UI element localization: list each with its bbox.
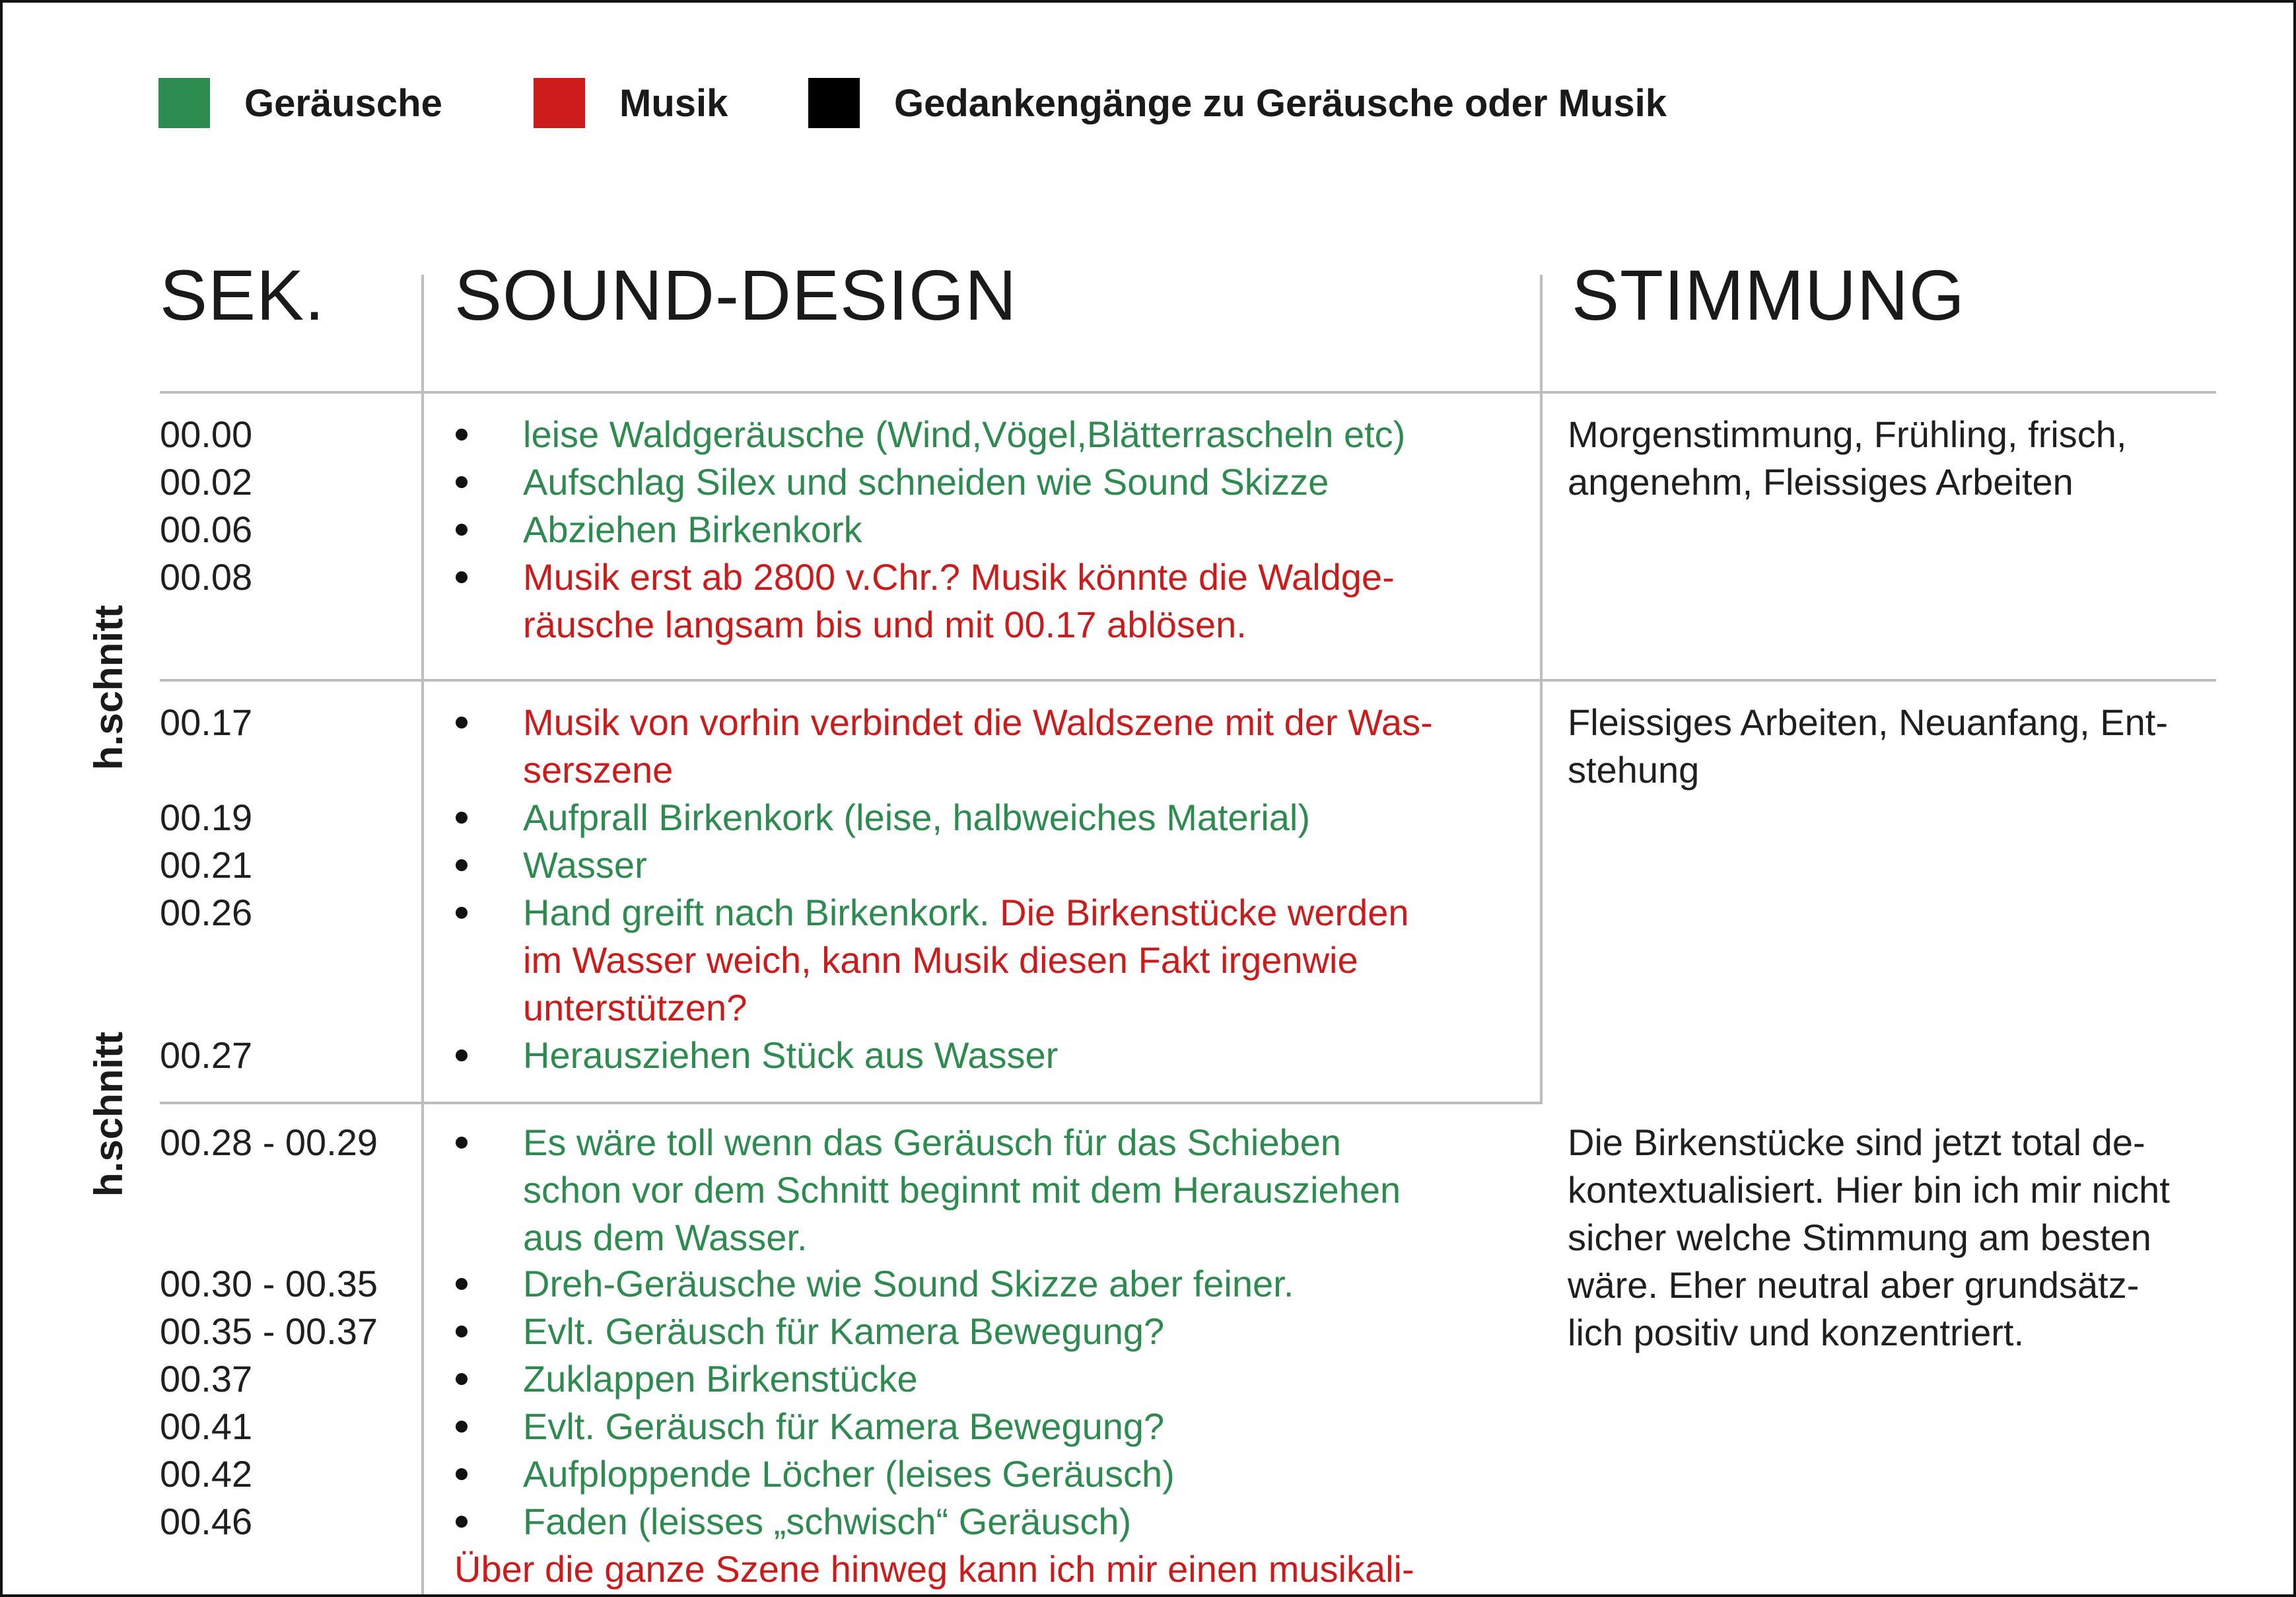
bullet — [456, 812, 468, 824]
timestamp: 00.28 - 00.29 — [160, 1121, 378, 1163]
music-item: Musik erst ab 2800 v.Chr.? Musik könnte die Waldge- — [523, 556, 1395, 598]
legend-swatch-red — [534, 78, 585, 128]
sound-item: Aufschlag Silex und schneiden wie Sound Skizze — [523, 461, 1329, 503]
mood-text: Die Birkenstücke sind jetzt total de- — [1568, 1121, 2145, 1163]
sound-item: Dreh-Geräusche wie Sound Skizze aber feiner. — [523, 1263, 1294, 1304]
sound-item: Aufploppende Löcher (leises Geräusch) — [523, 1453, 1175, 1495]
timestamp: 00.35 - 00.37 — [160, 1310, 378, 1352]
bullet — [456, 1373, 468, 1385]
timestamp: 00.46 — [160, 1501, 253, 1542]
sound-item: Evlt. Geräusch für Kamera Bewegung? — [523, 1310, 1165, 1352]
sound-item: Wasser — [523, 844, 647, 886]
divider-row-2 — [160, 1102, 1543, 1104]
bullet — [456, 717, 468, 728]
bullet — [456, 1468, 468, 1480]
mood-text: Fleissiges Arbeiten, Neuanfang, Ent- — [1568, 701, 2168, 743]
bullet — [456, 1049, 468, 1061]
legend-swatch-black — [808, 78, 860, 128]
timestamp: 00.00 — [160, 413, 253, 455]
divider-header — [160, 391, 2216, 394]
bullet — [456, 1326, 468, 1337]
mood-text: sicher welche Stimmung am besten — [1568, 1217, 2151, 1258]
legend-label: Geräusche — [244, 81, 442, 125]
sound-item: Zuklappen Birkenstücke — [523, 1358, 918, 1400]
timestamp: 00.30 - 00.35 — [160, 1263, 378, 1304]
timestamp: 00.37 — [160, 1358, 253, 1400]
timestamp: 00.41 — [160, 1405, 253, 1447]
mood-text: stehung — [1568, 749, 1700, 791]
legend-item-geraeusche — [158, 78, 442, 128]
music-item: im Wasser weich, kann Musik diesen Fakt irgenwie — [523, 939, 1358, 981]
music-item: räusche langsam bis und mit 00.17 ablösen. — [523, 604, 1247, 645]
bullet — [456, 476, 468, 488]
legend-swatch-green — [158, 78, 210, 128]
bullet — [456, 1421, 468, 1433]
mood-text: wäre. Eher neutral aber grundsätz- — [1568, 1264, 2139, 1306]
sound-item: Evlt. Geräusch für Kamera Bewegung? — [523, 1405, 1165, 1447]
music-item: Über die ganze Szene hinweg kann ich mir einen musikali- — [454, 1548, 1414, 1590]
bullet — [456, 907, 468, 919]
bullet — [456, 1278, 468, 1290]
timestamp: 00.26 — [160, 892, 253, 933]
header-stimmung: STIMMUNG — [1572, 255, 1965, 335]
sound-item: schon vor dem Schnitt beginnt mit dem Herausziehen — [523, 1169, 1401, 1211]
header-sound-design: SOUND-DESIGN — [454, 255, 1018, 335]
bullet — [456, 1137, 468, 1149]
sound-item: Aufprall Birkenkork (leise, halbweiches Material) — [523, 797, 1311, 838]
legend-item-musik — [534, 78, 728, 128]
mood-text: angenehm, Fleissiges Arbeiten — [1568, 461, 2073, 503]
legend-label: Gedankengänge zu Geräusche oder Musik — [894, 81, 1667, 125]
sound-item: Hand greift nach Birkenkork. — [523, 892, 990, 933]
music-item: Die Birkenstücke werden — [1000, 892, 1409, 933]
sound-item: Faden (leisses „schwisch“ Geräusch) — [523, 1501, 1132, 1542]
timestamp: 00.19 — [160, 797, 253, 838]
timestamp: 00.42 — [160, 1453, 253, 1495]
legend-label: Musik — [619, 81, 728, 125]
sound-item: aus dem Wasser. — [523, 1217, 808, 1258]
sound-item: Es wäre toll wenn das Geräusch für das Schieben — [523, 1121, 1341, 1163]
sound-item: leise Waldgeräusche (Wind,Vögel,Blätterrascheln etc) — [523, 413, 1406, 455]
timestamp: 00.02 — [160, 461, 253, 503]
mood-text: kontextualisiert. Hier bin ich mir nicht — [1568, 1169, 2170, 1211]
side-label-h-schnitt: h.schnitt — [87, 605, 131, 770]
bullet — [456, 571, 468, 583]
bullet — [456, 1516, 468, 1528]
music-item: Musik von vorhin verbindet die Waldszene mit der Was- — [523, 701, 1433, 743]
timestamp: 00.08 — [160, 556, 253, 598]
mood-text: lich positiv und konzentriert. — [1568, 1312, 2025, 1353]
bullet — [456, 524, 468, 536]
legend-item-gedanken — [808, 78, 1667, 128]
timestamp: 00.27 — [160, 1034, 253, 1076]
side-label-h-schnitt: h.schnitt — [87, 1032, 131, 1197]
music-item: serszene — [523, 749, 674, 791]
divider-vertical-1 — [421, 275, 424, 1597]
mood-text: Morgenstimmung, Frühling, frisch, — [1568, 413, 2127, 455]
bullet — [456, 859, 468, 871]
mixed-item — [523, 889, 1409, 937]
sound-item: Abziehen Birkenkork — [523, 509, 862, 550]
divider-vertical-2 — [1540, 275, 1543, 1104]
timestamp: 00.17 — [160, 701, 253, 743]
sound-item: Herausziehen Stück aus Wasser — [523, 1034, 1059, 1076]
bullet — [456, 429, 468, 441]
divider-row-1 — [160, 679, 2216, 682]
music-item: unterstützen? — [523, 987, 748, 1028]
header-sek: SEK. — [160, 255, 326, 335]
timestamp: 00.21 — [160, 844, 253, 886]
timestamp: 00.06 — [160, 509, 253, 550]
